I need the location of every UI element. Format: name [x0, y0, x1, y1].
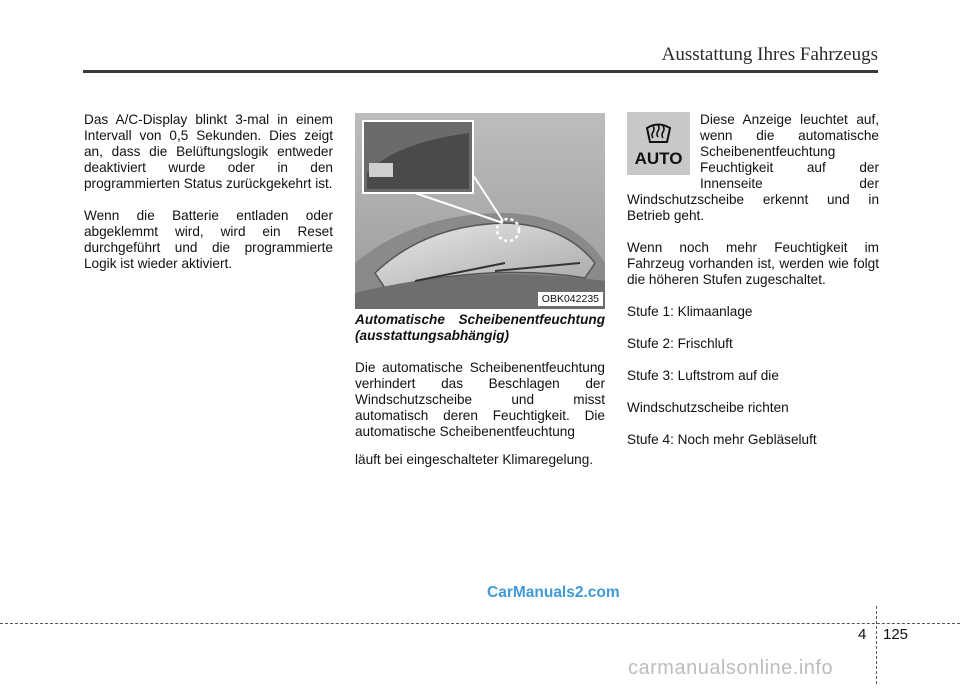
windshield-sensor-photo	[355, 113, 605, 309]
paragraph-auto-defog-cont: läuft bei eingeschalteter Klimaregelung.	[355, 452, 594, 467]
level-4: Stufe 4: Noch mehr Gebläseluft	[627, 432, 817, 447]
subheading-auto-defog: Automatische Scheibenentfeuchtung (ausstattungsabhängig)	[355, 312, 605, 343]
auto-label: AUTO	[634, 149, 683, 168]
paragraph-indicator: Diese Anzeige leuchtet auf, wenn die automatische Scheibenentfeuchtung Feuchtigkeit auf der Innenseite der Windschutzscheibe erkennt und in Betrieb geht.	[627, 112, 879, 223]
header-rule	[83, 70, 878, 73]
level-1: Stufe 1: Klimaanlage	[627, 304, 753, 319]
defog-icon	[627, 112, 690, 175]
image-code: OBK042235	[538, 292, 603, 306]
chapter-number: 4	[858, 626, 867, 643]
page-number: 125	[883, 626, 909, 643]
paragraph-auto-defog: Die automatische Scheibenentfeuchtung verhindert das Beschlagen der Windschutzscheibe und misst automatisch deren Feuchtigkeit. Die automatische Scheibenentfeuchtung	[355, 360, 605, 439]
text-column-2	[355, 312, 605, 484]
section-title: Ausstattung Ihres Fahrzeugs	[661, 44, 878, 65]
footer-rule	[0, 623, 960, 624]
level-3-cont: Windschutzscheibe richten	[627, 400, 789, 415]
footer-site-watermark: carmanualsonline.info	[628, 657, 834, 679]
paragraph-levels: Wenn noch mehr Feuchtigkeit im Fahrzeug vorhanden ist, werden wie folgt die höheren Stufen zugeschaltet.	[627, 240, 879, 287]
auto-defog-indicator	[627, 112, 690, 175]
text-column-3	[627, 112, 879, 464]
text-column-1	[84, 112, 333, 288]
footer-divider	[876, 606, 877, 684]
level-3: Stufe 3: Luftstrom auf die	[627, 368, 779, 383]
paragraph-ac-display: Das A/C-Display blinkt 3-mal in einem Intervall von 0,5 Sekunden. Dies zeigt an, dass die Belüftungslogik entweder deaktiviert wurde oder in den programmierten Status zurückgekehrt ist.	[84, 112, 333, 191]
watermark-link[interactable]: CarManuals2.com	[487, 584, 620, 601]
car-windshield-illustration	[355, 113, 605, 309]
paragraph-battery-reset: Wenn die Batterie entladen oder abgeklemmt wird, wird ein Reset durchgeführt und die programmierte Logik ist wieder aktiviert.	[84, 208, 333, 271]
level-2: Stufe 2: Frischluft	[627, 336, 733, 351]
